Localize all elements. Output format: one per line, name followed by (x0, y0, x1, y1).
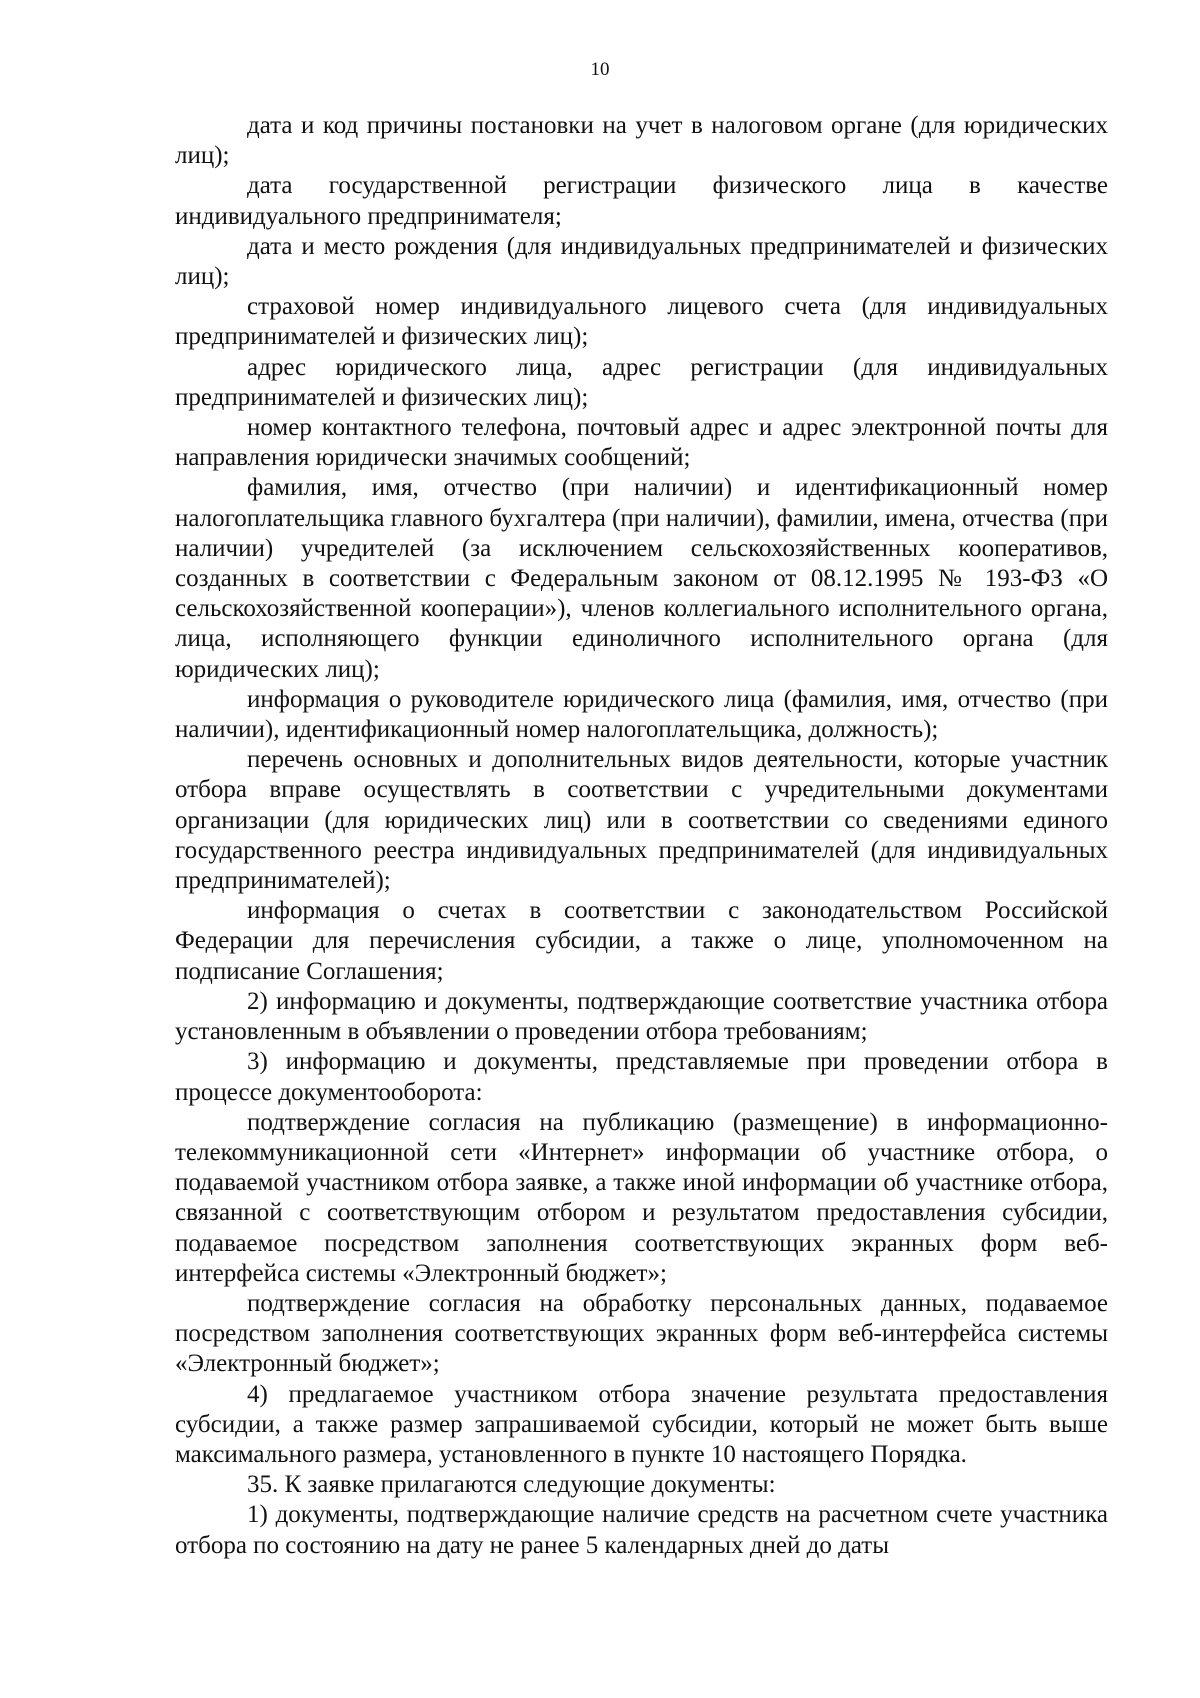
paragraph-item-4: 4) предлагаемое участником отбора значение результата предоставления субсидии, а также размер запрашиваемой субсидии, который не может быть выше максимального размера, установленного в пункте 10 настоящего Порядка. (175, 1380, 1108, 1468)
paragraph-state-registration-date: дата государственной регистрации физического лица в качестве индивидуального предпринимателя; (175, 172, 1108, 230)
paragraph-activity-types: перечень основных и дополнительных видов деятельности, которые участник отбора вправе осуществлять в соответствии с учредительными документами организации (для юридических лиц) или в соответствии со сведениями единого государственного реестра индивидуальных предпринимателей (для индивидуальных предпринимателей); (175, 746, 1108, 895)
paragraph-section-35-item-1: 1) документы, подтверждающие наличие средств на расчетном счете участника отбора по состоянию на дату не ранее 5 календарных дней до даты (175, 1501, 1108, 1559)
paragraph-address: адрес юридического лица, адрес регистрации (для индивидуальных предпринимателей и физических лиц); (175, 353, 1108, 411)
paragraph-insurance-number: страховой номер индивидуального лицевого счета (для индивидуальных предпринимателей и физических лиц); (175, 293, 1108, 351)
paragraph-contacts: номер контактного телефона, почтовый адрес и адрес электронной почты для направления юридически значимых сообщений; (175, 414, 1108, 472)
paragraph-publication-consent: подтверждение согласия на публикацию (размещение) в информационно-телекоммуникационной сети «Интернет» информации об участнике отбора, о подаваемой участником отбора заявке, а также иной информации об участнике отбора, связанной с соответствующим отбором и результатом предоставления субсидии, подаваемое посредством заполнения соответствующих экранных форм веб-интерфейса системы «Электронный бюджет»; (175, 1108, 1108, 1287)
paragraph-founders-accountant: фамилия, имя, отчество (при наличии) и идентификационный номер налогоплательщика главного бухгалтера (при наличии), фамилии, имена, отчества (при наличии) учредителей (за исключением сельскохозяйственных кооперативов, созданных в соответствии с Федеральным законом от 08.12.1995 № 193-ФЗ «О сельскохозяйственной кооперации»), членов коллегиального исполнительного органа, лица, исполняющего функции единоличного исполнительного органа (для юридических лиц); (175, 474, 1108, 683)
paragraph-head-info: информация о руководителе юридического лица (фамилия, имя, отчество (при наличии), идентификационный номер налогоплательщика, должность); (175, 685, 1108, 744)
paragraph-section-35: 35. К заявке прилагаются следующие документы: (247, 1471, 776, 1499)
page-number: 10 (590, 59, 610, 80)
paragraph-accounts-info: информация о счетах в соответствии с законодательством Российской Федерации для перечисления субсидии, а также о лице, уполномоченном на подписание Соглашения; (175, 897, 1108, 985)
document-body (175, 111, 1108, 1561)
paragraph-birth-date-place: дата и место рождения (для индивидуальных предпринимателей и физических лиц); (175, 232, 1108, 291)
paragraph-item-3: 3) информацию и документы, представляемые при проведении отбора в процессе документооборота: (175, 1048, 1108, 1106)
paragraph-item-2: 2) информацию и документы, подтверждающие соответствие участника отбора установленным в объявлении о проведении отбора требованиям; (175, 987, 1108, 1046)
paragraph-tax-registration: дата и код причины постановки на учет в налоговом органе (для юридических лиц); (175, 112, 1108, 170)
paragraph-personal-data-consent: подтверждение согласия на обработку персональных данных, подаваемое посредством заполнения соответствующих экранных форм веб-интерфейса системы «Электронный бюджет»; (175, 1289, 1108, 1378)
